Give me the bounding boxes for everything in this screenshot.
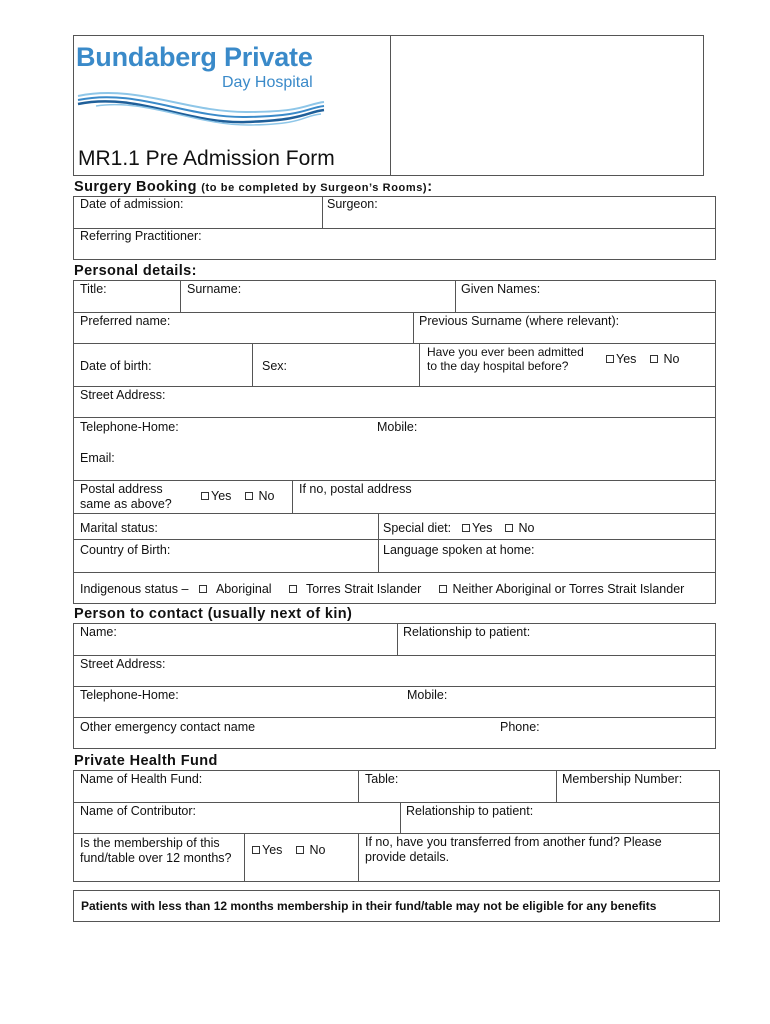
admitted-yes-checkbox[interactable]: Yes — [606, 352, 636, 367]
checkbox-icon — [252, 846, 260, 854]
contact-row-divider-2 — [73, 686, 716, 687]
membership-number-label[interactable]: Membership Number: — [562, 772, 683, 786]
fund-row-divider-1 — [73, 802, 720, 803]
special-diet-label: Special diet: — [383, 521, 452, 535]
admitted-before-label: Have you ever been admitted to the day hospital before? — [427, 345, 584, 373]
fund-col-yesno — [358, 833, 359, 882]
contact-row-divider-1 — [73, 655, 716, 656]
transferred-label[interactable]: If no, have you transferred from another fund? Please provide details. — [365, 835, 662, 864]
pd-col-preferred — [413, 312, 414, 343]
checkbox-icon — [289, 585, 297, 593]
over-12-months-label: Is the membership of this fund/table over 12 months? — [80, 836, 232, 865]
checkbox-icon — [462, 524, 470, 532]
checkbox-icon — [606, 355, 614, 363]
pd-col-marital — [378, 513, 379, 572]
fund-table-label[interactable]: Table: — [365, 772, 399, 786]
postal-if-no-label[interactable]: If no, postal address — [299, 482, 412, 496]
pd-marital-divider — [73, 539, 716, 540]
fund-row-divider-2 — [73, 833, 720, 834]
pd-col-postal — [292, 480, 293, 513]
fund-col-membership — [556, 770, 557, 802]
header-divider — [390, 35, 391, 176]
language-home-label[interactable]: Language spoken at home: — [383, 543, 535, 557]
country-of-birth-label[interactable]: Country of Birth: — [80, 543, 171, 557]
checkbox-icon — [505, 524, 513, 532]
pd-col-dob — [252, 343, 253, 386]
contact-mobile-label[interactable]: Mobile: — [407, 688, 448, 702]
fund-relationship-label[interactable]: Relationship to patient: — [406, 804, 534, 818]
contact-phone-label[interactable]: Phone: — [500, 720, 540, 734]
sex-label[interactable]: Sex: — [262, 359, 288, 373]
fund-col-contributor — [400, 802, 401, 833]
fund-col-table — [358, 770, 359, 802]
checkbox-icon — [199, 585, 207, 593]
aboriginal-checkbox[interactable]: Aboriginal — [199, 582, 272, 597]
neither-checkbox[interactable]: Neither Aboriginal or Torres Strait Islander — [439, 582, 684, 597]
previous-surname-label[interactable]: Previous Surname (where relevant): — [419, 314, 620, 328]
hospital-logo — [76, 42, 376, 127]
contact-relationship-label[interactable]: Relationship to patient: — [403, 625, 531, 639]
surname-label[interactable]: Surname: — [187, 282, 242, 296]
special-diet-no-checkbox[interactable]: No — [505, 521, 534, 536]
postal-same-label: Postal address same as above? — [80, 482, 172, 511]
pd-row-divider-2 — [73, 343, 716, 344]
logo-subtitle: Day Hospital — [222, 74, 313, 91]
surgeon-label[interactable]: Surgeon: — [327, 197, 378, 211]
date-of-admission-label[interactable]: Date of admission: — [80, 197, 184, 211]
contact-col-divider — [397, 623, 398, 655]
torres-strait-checkbox[interactable]: Torres Strait Islander — [289, 582, 421, 597]
eligibility-notice: Patients with less than 12 months membership in their fund/table may not be eligible for any benefits — [81, 899, 657, 913]
email-label[interactable]: Email: — [80, 451, 115, 465]
over-12-yes-checkbox[interactable]: Yes — [252, 843, 282, 858]
over-12-no-checkbox[interactable]: No — [296, 843, 325, 858]
marital-status-label[interactable]: Marital status: — [80, 521, 158, 535]
logo-wave-icon — [76, 82, 326, 127]
date-of-birth-label[interactable]: Date of birth: — [80, 359, 152, 373]
checkbox-icon — [245, 492, 253, 500]
postal-same-yes-checkbox[interactable]: Yes — [201, 489, 231, 504]
other-contact-label[interactable]: Other emergency contact name — [80, 720, 256, 734]
contact-street-address-label[interactable]: Street Address: — [80, 657, 166, 671]
contact-row-divider-3 — [73, 717, 716, 718]
checkbox-icon — [296, 846, 304, 854]
preferred-name-label[interactable]: Preferred name: — [80, 314, 171, 328]
title-label[interactable]: Title: — [80, 282, 107, 296]
pd-row-divider-5 — [73, 480, 716, 481]
pd-col-sex — [419, 343, 420, 386]
form-title: MR1.1 Pre Admission Form — [78, 147, 335, 170]
admitted-no-checkbox[interactable]: No — [650, 352, 679, 367]
telephone-home-label[interactable]: Telephone-Home: — [80, 420, 179, 434]
mobile-label[interactable]: Mobile: — [377, 420, 418, 434]
surgery-booking-heading: Surgery Booking (to be completed by Surgeon’s Rooms): — [74, 179, 433, 195]
contact-telephone-label[interactable]: Telephone-Home: — [80, 688, 179, 702]
pd-row-divider-6 — [73, 513, 716, 514]
fund-name-label[interactable]: Name of Health Fund: — [80, 772, 203, 786]
pd-row-divider-1 — [73, 312, 716, 313]
pd-col-surname — [455, 280, 456, 312]
special-diet-yes-checkbox[interactable]: Yes — [462, 521, 492, 536]
referring-practitioner-label[interactable]: Referring Practitioner: — [80, 229, 202, 243]
checkbox-icon — [650, 355, 658, 363]
pd-row-divider-7 — [73, 572, 716, 573]
contact-name-label[interactable]: Name: — [80, 625, 117, 639]
postal-same-no-checkbox[interactable]: No — [245, 489, 274, 504]
given-names-label[interactable]: Given Names: — [461, 282, 541, 296]
health-fund-heading: Private Health Fund — [74, 753, 218, 769]
checkbox-icon — [439, 585, 447, 593]
surgery-col-divider — [322, 196, 323, 228]
contact-heading: Person to contact (usually next of kin) — [74, 606, 353, 622]
checkbox-icon — [201, 492, 209, 500]
indigenous-status-label: Indigenous status – — [80, 582, 189, 596]
fund-col-over12 — [244, 833, 245, 882]
pd-col-title — [180, 280, 181, 312]
contributor-label[interactable]: Name of Contributor: — [80, 804, 197, 818]
personal-details-heading: Personal details: — [74, 263, 197, 279]
street-address-label[interactable]: Street Address: — [80, 388, 166, 402]
logo-name: Bundaberg Private — [76, 42, 313, 72]
pd-row-divider-4 — [73, 417, 716, 418]
pd-row-divider-3 — [73, 386, 716, 387]
